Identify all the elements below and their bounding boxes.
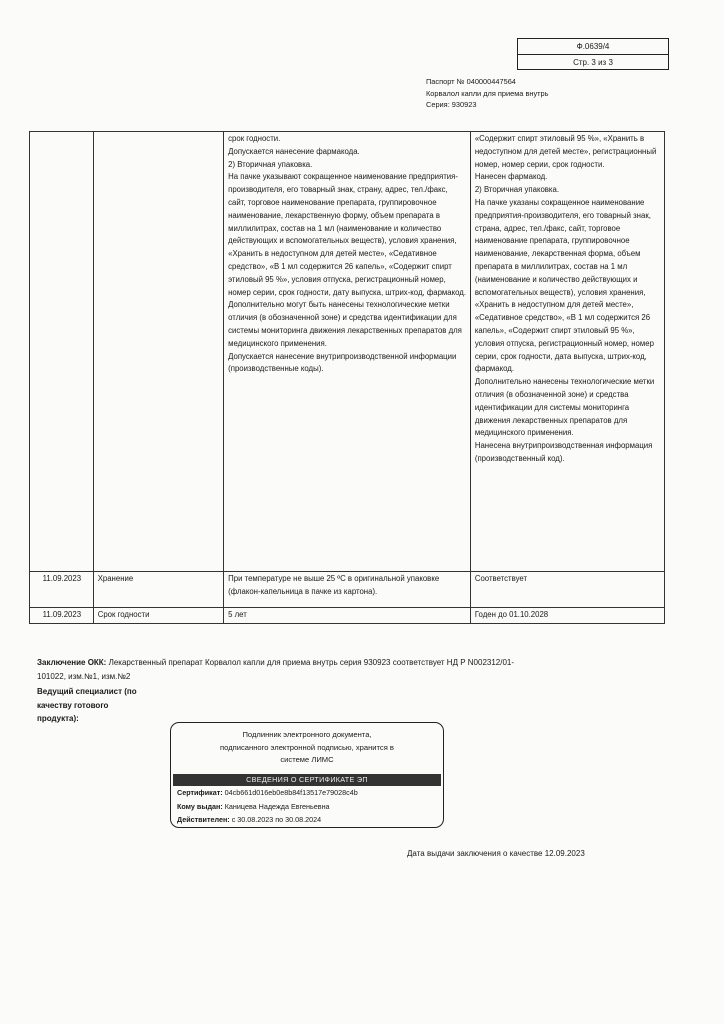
table-row-continuation — [30, 132, 665, 572]
passport-product: Корвалол капли для приема внутрь — [426, 88, 549, 98]
stamp-valid-row — [171, 813, 443, 827]
passport-series: Серия: 930923 — [426, 100, 477, 109]
issue-date: Дата выдачи заключения о качестве 12.09.2023 — [407, 849, 585, 858]
cell-parameter: Хранение — [93, 572, 223, 608]
cell-date: 11.09.2023 — [30, 572, 94, 608]
qc-conclusion — [37, 656, 537, 684]
page-counter: Стр. 3 из 3 — [518, 54, 668, 70]
stamp-certificate-band: СВЕДЕНИЯ О СЕРТИФИКАТЕ ЭП — [173, 774, 441, 786]
conclusion-text: Лекарственный препарат Корвалол капли для приема внутрь серия 930923 соответствует НД Р N002312/01-101022, изм.№1, изм.№2 — [37, 658, 515, 681]
cell-result: Соответствует — [470, 572, 664, 608]
lead-specialist-label: Ведущий специалист (по качеству готового продукта): — [37, 687, 137, 723]
issued-to-value: Каницева Надежда Евгеньевна — [222, 801, 330, 811]
table-row-storage — [30, 572, 665, 608]
stamp-original-note: Подлинник электронного документа, подписанного электронной подписью, хранится в системе ЛИМС — [220, 730, 394, 764]
certificate-value: 04cb661d016eb0e8b84f13517e79028c4b — [222, 788, 358, 797]
form-number-box — [517, 38, 669, 70]
issued-to-label: Кому выдан: — [177, 801, 223, 811]
valid-label: Действителен: — [177, 815, 230, 824]
table-row-shelf-life — [30, 608, 665, 624]
passport-number: Паспорт № 040000447564 — [426, 77, 516, 86]
e-signature-stamp — [170, 722, 444, 828]
cell-result: Годен до 01.10.2028 — [470, 608, 664, 624]
cell-parameter: Срок годности — [93, 608, 223, 624]
stamp-certificate-row — [171, 786, 443, 800]
cell-date: 11.09.2023 — [30, 608, 94, 624]
cell-requirement: срок годности. Допускается нанесение фармакода. 2) Вторичная упаковка. На пачке указывают сокращенное наименование предприятия-производителя, его товарный знак, страну, адрес, тел./факс, сайт, торговое наименование препарата, группировочное наименование, лекарственную форму, объем препарата в миллилитрах, состав на 1 мл (наименование и количество действующих и вспомогательных веществ), условия хранения, «Хранить в недоступном для детей месте», «Седативное средство», «В 1 мл содержится 26 капель», «Содержит спирт этиловый 95 %», условия отпуска, регистрационный номер, номер серии, срок годности, дату выпуска, штрих-код, фармакод. Дополнительно могут быть нанесены технологические метки отличия (в обозначенной зоне) и средства идентификации для системы мониторинга движения лекарственных препаратов для медицинского применения. Допускается нанесение внутрипроизводственной информации (производственные коды). — [224, 132, 471, 572]
quality-table — [29, 131, 665, 624]
cell-requirement: 5 лет — [224, 608, 471, 624]
cell-date — [30, 132, 94, 572]
certificate-label: Сертификат: — [177, 788, 223, 797]
conclusion-label: Заключение ОКК: — [37, 658, 107, 667]
form-number: Ф.0639/4 — [576, 42, 610, 51]
cell-result: «Содержит спирт этиловый 95 %», «Хранить в недоступном для детей месте», регистрационный номер, номер серии, срок годности. Нанесен фармакод. 2) Вторичная упаковка. На пачке указаны сокращенное наименование предприятия-производителя, его товарный знак, страна, адрес, тел./факс, сайт, торговое наименование препарата, группировочное наименование, лекарственная форма, объем препарата в миллилитрах, состав на 1 мл (наименование и количество действующих и вспомогательных веществ), условия хранения, «Хранить в недоступном для детей месте», «Седативное средство», «В 1 мл содержится 26 капель», «Содержит спирт этиловый 95 %», условия отпуска, регистрационный номер, номер серии, срок годности, дата выпуска, штрих-код, фармакод. Дополнительно нанесены технологические метки отличия (в обозначенной зоне) и средства идентификации для системы мониторинга движения лекарственных препаратов для медицинского применения. Нанесена внутрипроизводственная информация (производственный код). — [470, 132, 664, 572]
stamp-issued-to-row — [171, 800, 443, 814]
passport-header — [426, 76, 549, 111]
cell-requirement: При температуре не выше 25 ºС в оригинальной упаковке (флакон-капельница в пачке из картона). — [224, 572, 471, 608]
valid-value: с 30.08.2023 по 30.08.2024 — [229, 815, 322, 824]
cell-parameter — [93, 132, 223, 572]
